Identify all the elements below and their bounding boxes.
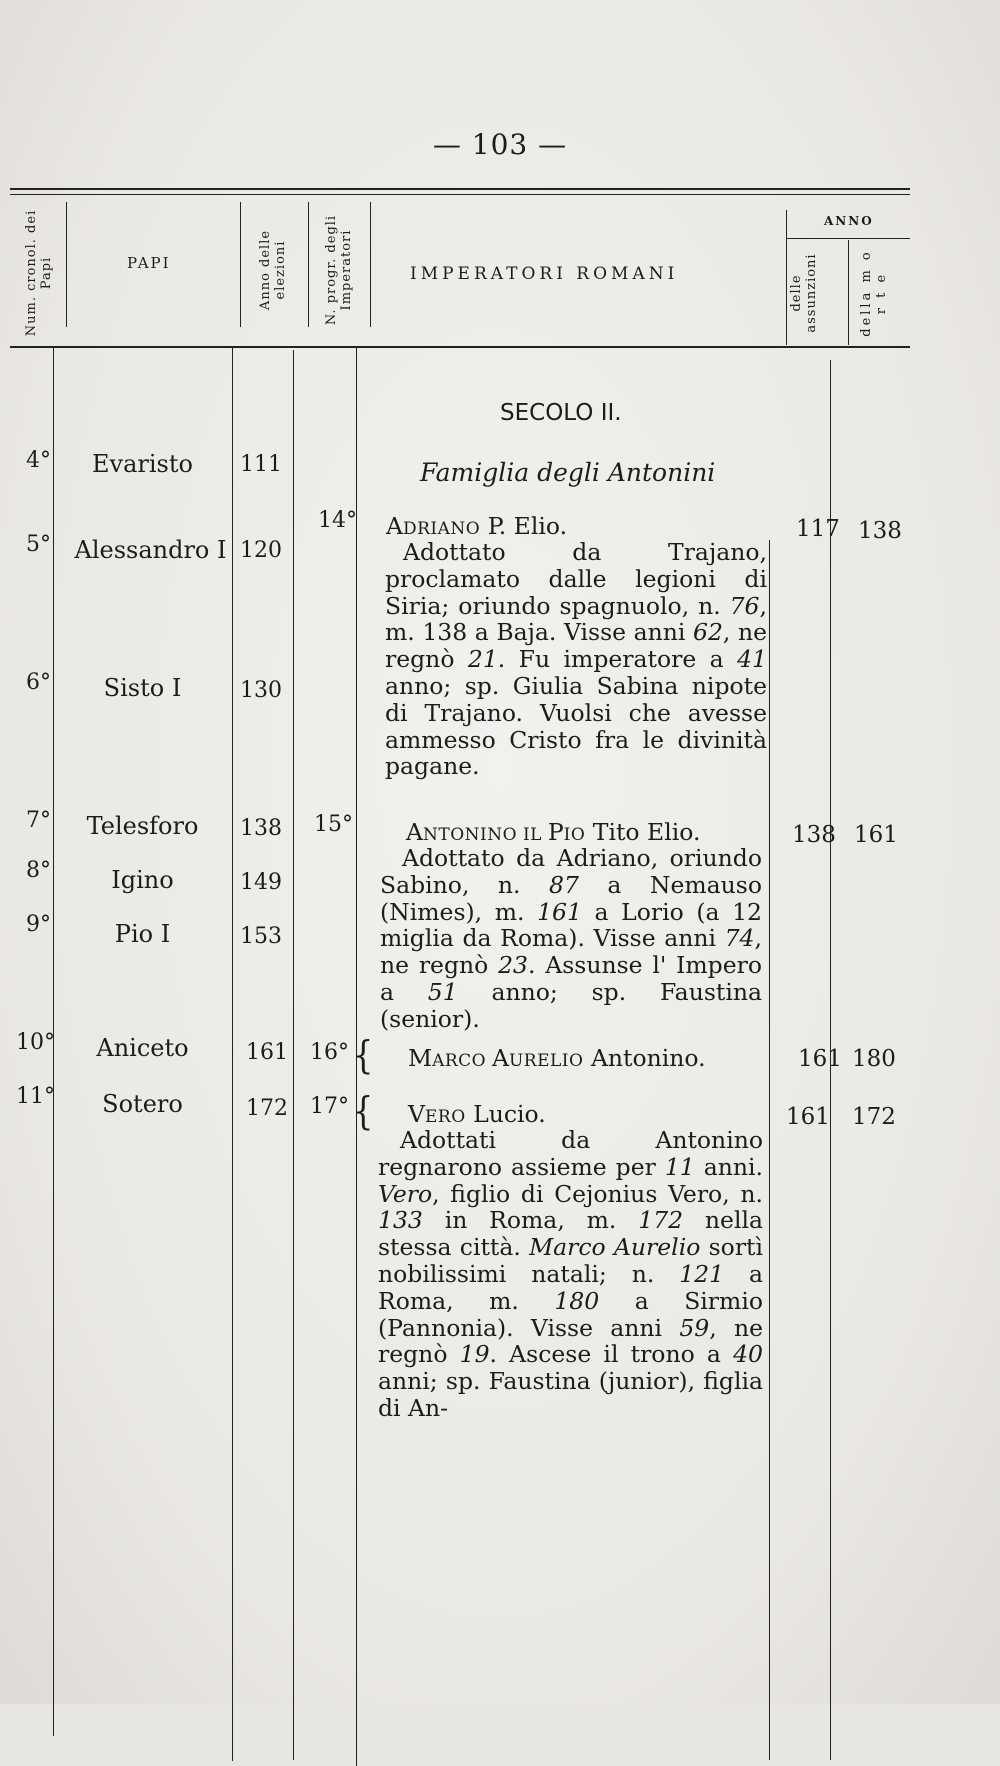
emperor-bio: Adottati da Antonino regnarono assieme per 11 anni. Vero, figlio di Cejonius Vero, n. 133 in Roma, m. 172 nella stessa città. Marco Aurelio sortì nobilissimi natali; n. 121 a Roma, m. 180 a Sirmio (Pannonia). Visse anni 59, ne regnò 19. Ascese il trono a 40 anni; sp. Faustina (junior), figlia di An-	[378, 1126, 764, 1422]
emperor-morte: 180	[852, 1046, 896, 1072]
header-papi: PAPI	[127, 254, 171, 272]
body-col-rule	[769, 540, 770, 1760]
header-anno-elezioni: Anno delle elezioni	[258, 229, 288, 311]
emperor-name: ANTONINO IL PIO Tito Elio.	[406, 818, 701, 846]
anno-sub-rule	[786, 238, 910, 239]
emperor-name: MARCO AURELIO Antonino.	[408, 1044, 706, 1072]
header-delle-assunzioni: delle assunzioni	[789, 253, 819, 333]
header-anno: ANNO	[824, 214, 874, 228]
emperor-progr: 16°	[310, 1040, 349, 1065]
pope-num: 11°	[16, 1084, 55, 1109]
pope-name: Aniceto	[96, 1034, 189, 1062]
brace-icon: {	[353, 1032, 374, 1078]
emperor-morte: 161	[854, 822, 898, 848]
emperor-progr: 14°	[318, 508, 357, 533]
emperor-bio: Adottato da Adriano, oriundo Sabino, n. 87 a Nemauso (Nimes), m. 161 a Lorio (a 12 miglia da Roma). Visse anni 74, ne regnò 23. Assunse l' Impero a 51 anno; sp. Faustina (senior).	[380, 844, 762, 1033]
pope-name: Igino	[111, 866, 174, 894]
pope-num: 10°	[16, 1030, 55, 1055]
header-col-sep	[370, 202, 371, 327]
pope-name: Evaristo	[92, 450, 193, 478]
brace-icon: {	[353, 1088, 374, 1134]
page-number: — 103 —	[432, 128, 568, 161]
emperor-progr: 15°	[314, 812, 353, 837]
pope-year: 130	[240, 678, 282, 703]
pope-name: Sotero	[102, 1090, 183, 1118]
pope-num: 6°	[26, 670, 51, 695]
section-famiglia: Famiglia degli Antonini	[420, 458, 716, 487]
header-top-rule	[10, 188, 910, 190]
emperor-assunzione: 138	[792, 822, 836, 848]
emperor-name: ADRIANO P. Elio.	[386, 512, 568, 540]
header-col-sep	[786, 210, 787, 345]
emperor-assunzione: 161	[798, 1046, 842, 1072]
emperor-morte: 172	[852, 1104, 896, 1130]
pope-name: Alessandro I	[74, 536, 227, 564]
header-col-sep	[240, 202, 241, 327]
pope-year: 161	[246, 1040, 288, 1065]
header-n-progr: N. progr. degli Imperatori	[324, 214, 354, 326]
header-top-rule-2	[10, 194, 910, 195]
header-col-sep	[66, 202, 67, 327]
emperor-assunzione: 161	[786, 1104, 830, 1130]
pope-year: 111	[240, 452, 282, 477]
pope-num: 9°	[26, 912, 51, 937]
pope-name: Pio I	[114, 920, 171, 948]
pope-year: 153	[240, 924, 282, 949]
section-secolo: SECOLO II.	[500, 400, 622, 426]
pope-name: Telesforo	[86, 812, 199, 840]
pope-num: 8°	[26, 858, 51, 883]
header-bottom-rule	[10, 346, 910, 348]
pope-year: 172	[246, 1096, 288, 1121]
header-num-cronol: Num. cronol. dei Papi	[24, 209, 54, 337]
pope-year: 149	[240, 870, 282, 895]
emperor-morte: 138	[858, 518, 902, 544]
body-col-rule	[293, 350, 294, 1760]
pope-num: 5°	[26, 532, 51, 557]
pope-num: 4°	[26, 448, 51, 473]
emperor-assunzione: 117	[796, 516, 840, 542]
header-imperatori: IMPERATORI ROMANI	[410, 264, 679, 284]
emperor-name: VERO Lucio.	[408, 1100, 546, 1128]
emperor-bio: Adottato da Trajano, proclamato dalle legioni di Siria; oriundo spagnuolo, n. 76, m. 138 a Baja. Visse anni 62, ne regnò 21. Fu imperatore a 41 anno; sp. Giulia Sabina nipote di Trajano. Vuolsi che avesse ammesso Cristo fra le divinità pagane.	[385, 538, 768, 781]
pope-year: 120	[240, 538, 282, 563]
emperor-progr: 17°	[310, 1094, 349, 1119]
header-col-sep	[848, 240, 849, 345]
pope-year: 138	[240, 816, 282, 841]
pope-name: Sisto I	[103, 674, 182, 702]
pope-num: 7°	[26, 808, 51, 833]
header-della-morte: della m o r t e	[859, 249, 889, 337]
header-col-sep	[308, 202, 309, 327]
